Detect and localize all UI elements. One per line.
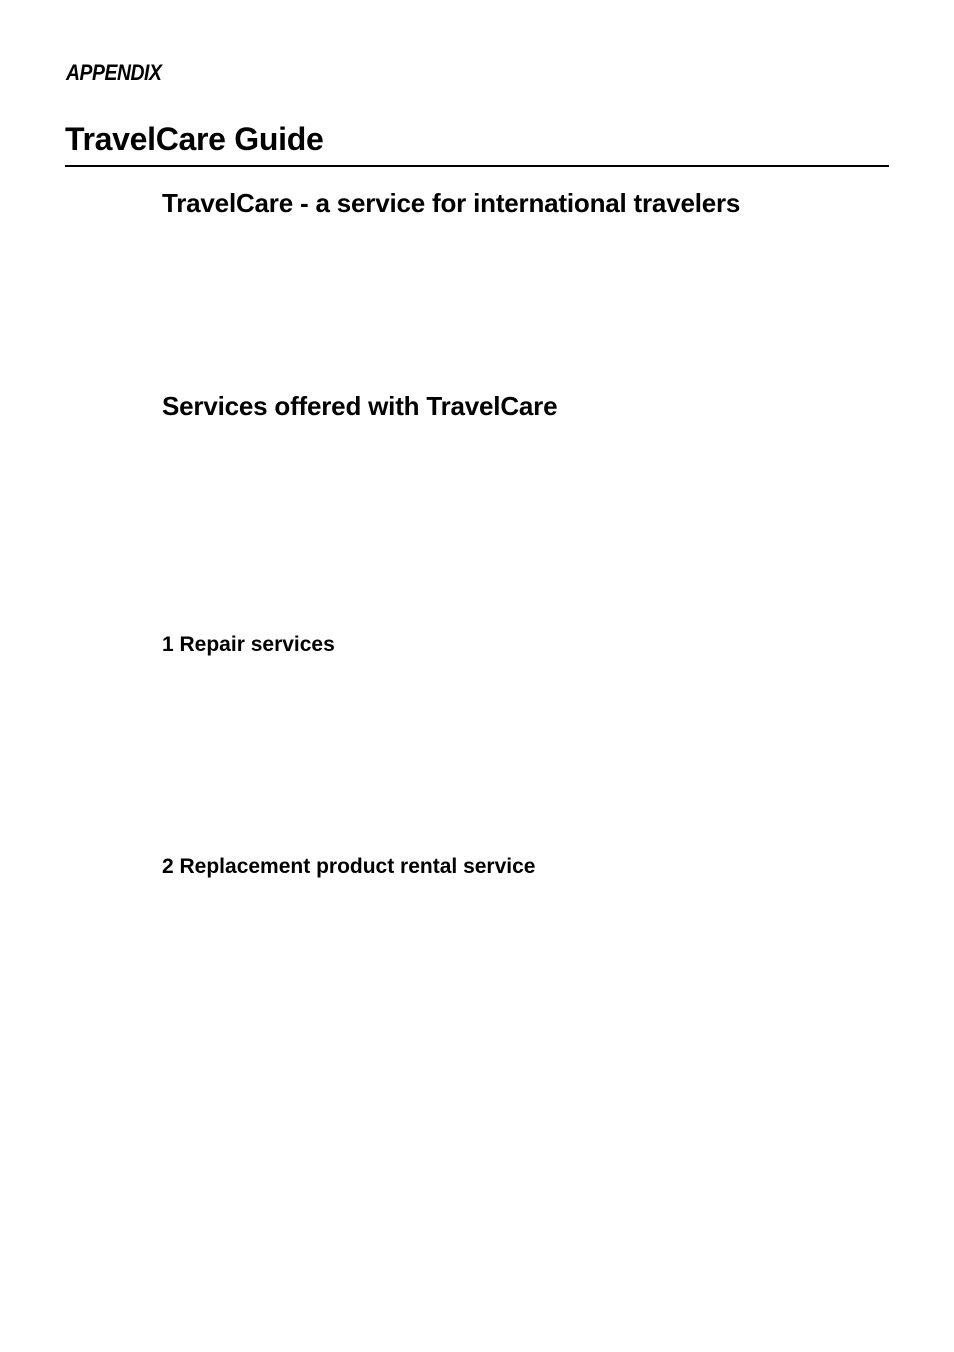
heading-travelcare-service: TravelCare - a service for international travelers (162, 188, 741, 218)
heading-services-offered: Services offered with TravelCare (162, 391, 558, 421)
section-label: APPENDIX (66, 60, 162, 85)
title-rule (65, 165, 889, 167)
heading-repair-services: 1 Repair services (162, 633, 335, 656)
page-title: TravelCare Guide (65, 121, 324, 157)
heading-replacement-rental: 2 Replacement product rental service (162, 855, 536, 878)
